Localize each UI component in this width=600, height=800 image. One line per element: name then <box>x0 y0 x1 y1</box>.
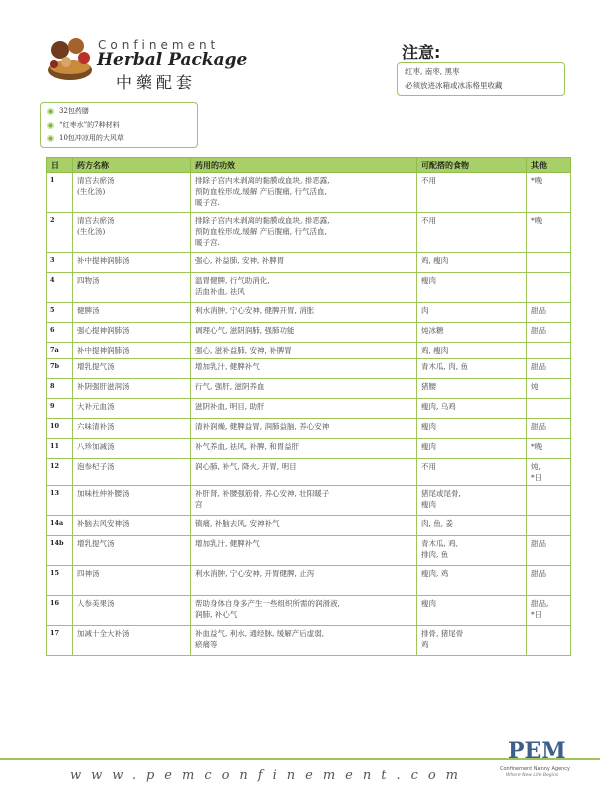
cell-day: 15 <box>47 566 73 596</box>
table-row <box>47 399 571 419</box>
cell-food: 不用 <box>417 213 527 253</box>
cell-day: 7b <box>47 359 73 379</box>
cell-day: 4 <box>47 273 73 303</box>
pem-logo-text: PEM <box>508 738 566 764</box>
cell-day: 14b <box>47 536 73 566</box>
cell-day: 2 <box>47 213 73 253</box>
cell-effect: 滋阴补血, 明目, 助肝 <box>191 399 417 419</box>
table-row <box>47 303 571 323</box>
cell-other <box>527 253 571 273</box>
table-row <box>47 379 571 399</box>
cell-name: 补中提神润肺汤 <box>73 343 191 359</box>
cell-day: 11 <box>47 439 73 459</box>
cell-name: 大补元血汤 <box>73 399 191 419</box>
footer-website[interactable]: www.pemconfinement.com <box>70 768 469 783</box>
cell-food: 不用 <box>417 173 527 213</box>
cell-name: 补中提神润肺汤 <box>73 253 191 273</box>
cell-day: 12 <box>47 459 73 486</box>
summary-item <box>47 132 197 146</box>
logo-herbal-package-text: Herbal Package <box>97 50 248 70</box>
table-row <box>47 253 571 273</box>
notice-line-1: 红枣, 南枣, 黑枣 <box>405 67 460 76</box>
notice-box <box>397 62 565 96</box>
summary-item-text: 10包冲凉用的大风草 <box>59 134 124 142</box>
cell-other: 甜品 <box>527 419 571 439</box>
cell-food: 不用 <box>417 459 527 486</box>
table-body <box>47 173 571 656</box>
summary-item <box>47 119 197 133</box>
header-food: 可配搭的食物 <box>417 158 527 173</box>
cell-effect: 镇痛, 补脑去风, 安神补气 <box>191 516 417 536</box>
herb-bowl-logo-icon <box>40 28 100 88</box>
cell-effect: 调理心气, 滋阴润肺, 强肺功能 <box>191 323 417 343</box>
table-row <box>47 343 571 359</box>
cell-name: 加味杜仲补腰汤 <box>73 486 191 516</box>
cell-name: 人参美果汤 <box>73 596 191 626</box>
pem-tagline: Where New Life Begins <box>506 773 559 778</box>
cell-name: 健脾汤 <box>73 303 191 323</box>
cell-effect: 行气, 强肝, 滋阴养血 <box>191 379 417 399</box>
cell-day: 13 <box>47 486 73 516</box>
cell-day: 16 <box>47 596 73 626</box>
header-name: 药方名称 <box>73 158 191 173</box>
cell-food: 鸡, 瘦肉 <box>417 253 527 273</box>
cell-effect: 增加乳汁, 健脾补气 <box>191 536 417 566</box>
herbal-schedule-table <box>46 157 571 656</box>
cell-name: 八珍加减汤 <box>73 439 191 459</box>
herbal-schedule-table-wrapper <box>46 157 570 656</box>
green-bullet-icon <box>47 122 54 129</box>
cell-name: 清宫去瘀汤 (生化汤) <box>73 173 191 213</box>
cell-day: 6 <box>47 323 73 343</box>
cell-name: 清宫去瘀汤 (生化汤) <box>73 213 191 253</box>
notice-line-2: 必须放进冰箱或冰冻格里收藏 <box>405 81 503 90</box>
cell-other: 甜品 <box>527 536 571 566</box>
cell-other <box>527 516 571 536</box>
cell-other <box>527 273 571 303</box>
cell-food: 瘦肉, 乌鸡 <box>417 399 527 419</box>
green-bullet-icon <box>47 135 54 142</box>
cell-name: 四物汤 <box>73 273 191 303</box>
cell-day: 8 <box>47 379 73 399</box>
cell-name: 补脑去风安神汤 <box>73 516 191 536</box>
table-row <box>47 486 571 516</box>
table-header-row <box>47 158 571 173</box>
cell-other: 炖 <box>527 379 571 399</box>
table-row <box>47 419 571 439</box>
table-row <box>47 173 571 213</box>
cell-name: 加减十全大补汤 <box>73 626 191 656</box>
cell-day: 9 <box>47 399 73 419</box>
cell-day: 14a <box>47 516 73 536</box>
notice-title: 注意: <box>402 43 441 62</box>
cell-food: 瘦肉 <box>417 419 527 439</box>
cell-food: 肉 <box>417 303 527 323</box>
cell-day: 7a <box>47 343 73 359</box>
cell-day: 5 <box>47 303 73 323</box>
cell-food: 青木瓜, 鸡, 排肉, 鱼 <box>417 536 527 566</box>
cell-other <box>527 399 571 419</box>
cell-other: 甜品 <box>527 303 571 323</box>
cell-day: 17 <box>47 626 73 656</box>
header-other: 其他 <box>527 158 571 173</box>
header-day: 日 <box>47 158 73 173</box>
cell-other: *晚 <box>527 173 571 213</box>
cell-effect: 补血益气, 利水, 通经脉, 缓解产后虚弱, 瘀痛等 <box>191 626 417 656</box>
table-row <box>47 323 571 343</box>
cell-effect: 清补润燥, 健脾益胃, 润肺益脑, 养心安神 <box>191 419 417 439</box>
cell-other: 甜品 <box>527 566 571 596</box>
cell-food: 青木瓜, 肉, 鱼 <box>417 359 527 379</box>
cell-effect: 利水消肿, 宁心安神, 开胃健脾, 止泻 <box>191 566 417 596</box>
cell-effect: 帮助身体自身多产生一些组织所需的润滑液, 润肺, 补心气 <box>191 596 417 626</box>
table-row <box>47 459 571 486</box>
cell-effect: 排除子宫内未剥离的黏膜或血块, 排恶露, 预防血栓形成,缓解 产后腹痛, 行气活血, 暖子宫. <box>191 213 417 253</box>
cell-food: 瘦肉 <box>417 273 527 303</box>
cell-effect: 利水消肿, 宁心安神, 健脾开胃, 消胀 <box>191 303 417 323</box>
cell-food: 鸡, 瘦肉 <box>417 343 527 359</box>
summary-item-text: “红枣水”的7种材料 <box>59 120 120 129</box>
cell-effect: 润心肺, 补气, 降火, 开胃, 明目 <box>191 459 417 486</box>
logo-confinement-text: Confinement <box>98 38 220 52</box>
cell-food: 瘦肉, 鸡 <box>417 566 527 596</box>
cell-other: 甜品 <box>527 323 571 343</box>
cell-food: 炖冰糖 <box>417 323 527 343</box>
cell-other: 甜品 <box>527 359 571 379</box>
cell-name: 六味清补汤 <box>73 419 191 439</box>
cell-food: 瘦肉 <box>417 439 527 459</box>
cell-other <box>527 486 571 516</box>
table-row <box>47 273 571 303</box>
table-row <box>47 213 571 253</box>
cell-day: 1 <box>47 173 73 213</box>
cell-other: *晚 <box>527 213 571 253</box>
green-bullet-icon <box>47 108 54 115</box>
table-row <box>47 536 571 566</box>
cell-effect: 增加乳汁, 健脾补气 <box>191 359 417 379</box>
cell-effect: 补肝肾, 补腰强筋骨, 养心安神, 壮阳暖子 宫 <box>191 486 417 516</box>
cell-day: 10 <box>47 419 73 439</box>
table-row <box>47 439 571 459</box>
cell-name: 增乳提气汤 <box>73 536 191 566</box>
cell-food: 排骨, 猪尾骨 鸡 <box>417 626 527 656</box>
package-summary-box <box>40 102 198 148</box>
cell-other <box>527 343 571 359</box>
table-row <box>47 359 571 379</box>
pem-subtitle: Confinement Nanny Agency <box>500 766 571 772</box>
cell-name: 强心提神润肺汤 <box>73 323 191 343</box>
summary-item <box>47 105 197 119</box>
logo-chinese-text: 中藥配套 <box>116 73 197 92</box>
table-row <box>47 626 571 656</box>
cell-food: 猪腰 <box>417 379 527 399</box>
cell-other <box>527 626 571 656</box>
table-row <box>47 516 571 536</box>
cell-food: 猪尾或尾骨, 瘦肉 <box>417 486 527 516</box>
cell-name: 增乳提气汤 <box>73 359 191 379</box>
summary-item-text: 32包药膳 <box>59 107 89 115</box>
cell-food: 肉, 鱼, 姜 <box>417 516 527 536</box>
cell-other: 炖, *日 <box>527 459 571 486</box>
cell-effect: 排除子宫内未剥离的黏膜或血块, 排恶露, 预防血栓形成,缓解 产后腹痛, 行气活血, 暖子宫. <box>191 173 417 213</box>
cell-name: 泡参杞子汤 <box>73 459 191 486</box>
cell-other: *晚 <box>527 439 571 459</box>
header-effect: 药用的功效 <box>191 158 417 173</box>
cell-food: 瘦肉 <box>417 596 527 626</box>
cell-effect: 补气养血, 祛风, 补脾, 和胃益肝 <box>191 439 417 459</box>
table-row <box>47 566 571 596</box>
cell-effect: 强心, 补益肺, 安神, 补脾胃 <box>191 253 417 273</box>
cell-other: 甜品, *日 <box>527 596 571 626</box>
cell-day: 3 <box>47 253 73 273</box>
table-row <box>47 596 571 626</box>
cell-effect: 温胃健脾, 行气助消化, 活血补血, 祛风 <box>191 273 417 303</box>
cell-name: 补阴强肝滋润汤 <box>73 379 191 399</box>
cell-name: 四神汤 <box>73 566 191 596</box>
cell-effect: 强心, 滋补益肺, 安神, 补脾胃 <box>191 343 417 359</box>
